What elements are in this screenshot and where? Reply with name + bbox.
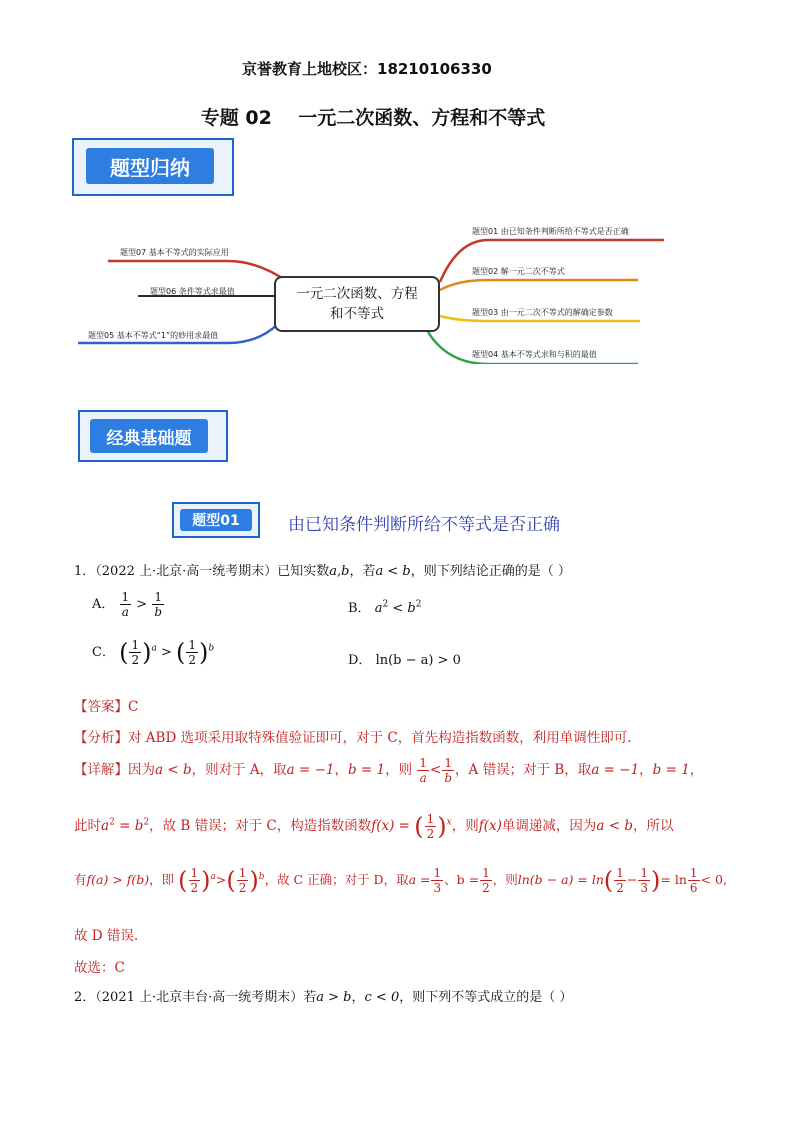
frac-1-over-b: $\frac{1}{b}$ [154, 590, 163, 619]
detail-line-5: 故选：C [74, 960, 125, 976]
section-badge [172, 502, 260, 538]
q1-stem-text-3: ，则下列结论正确的是（ ） [410, 564, 571, 579]
option-b: B． $a^2 < b^2$ [348, 599, 422, 616]
frac-1-over-a: $\frac{1}{a}$ [121, 590, 130, 619]
detail-line-2: 此时$a^2 = b^2$，故 B 错误；对于 C，构造指数函数f(x) = ( $\frac{1}{2}$ )$^x$，则f(x)单调递减，因为a < b，所以 [74, 812, 674, 841]
option-c: C． ( $\frac{1}{2}$ )$^a$ > ( $\frac{1}{2}$ )$^b$ [92, 638, 215, 667]
detail-line-4: 故 D 错误. [74, 928, 139, 944]
mind-map-item-t02: 题型02 解一元二次不等式 [472, 267, 565, 276]
q1-stem-text-2: ，若 [349, 564, 376, 579]
mind-map-center-line1: 一元二次函数、方程 [296, 286, 418, 302]
page-title: 专题 02 一元二次函数、方程和不等式 [200, 107, 546, 129]
detail-line-3: 有f(a) > f(b)，即 ( $\frac{1}{2}$ )$^a$>( $\frac{1}{2}$ )$^b$，故 C 正确；对于 D，取a = $\frac{1}{3}$ 、b = $\frac{1}{2}$ ，则ln(b − a) = ln( $\frac{1}{2}$ − $\frac{1}{3}$ )= ln $\frac{1}{6}$ < 0, [74, 866, 727, 895]
banner-classic-basics-label: 经典基础题 [90, 419, 208, 453]
q1-cond: a < b [375, 564, 411, 579]
mind-map-center-line2: 和不等式 [330, 306, 384, 322]
q1-stem-text: 1．（2022 上·北京·高一统考期末）已知实数 [74, 564, 330, 579]
mind-map-item-t03: 题型03 由一元二次不等式的解确定参数 [472, 308, 613, 317]
analysis: 【分析】对 ABD 选项采用取特殊值验证即可，对于 C，首先构造指数函数，利用单调性即可. [74, 730, 632, 746]
mind-map-item-t06: 题型06 条件等式求最值 [150, 287, 235, 296]
question-2-stem: 2．（2021 上·北京丰台·高一统考期末）若a > b，c < 0，则下列不等式成立的是（ ） [74, 990, 573, 1005]
option-d-text: ln(b − a) > 0 [375, 653, 461, 668]
option-a: A． $\frac{1}{a}$ > $\frac{1}{b}$ [92, 590, 163, 619]
mind-map-center [274, 276, 440, 332]
section-badge-label: 题型01 [180, 509, 252, 531]
banner-classic-basics [78, 410, 228, 462]
mind-map [78, 206, 670, 364]
question-1-stem [74, 560, 571, 579]
mind-map-item-t01: 题型01 由已知条件判断所给不等式是否正确 [472, 227, 629, 236]
banner-question-types [72, 138, 234, 196]
mind-map-item-t07: 题型07 基本不等式的实际应用 [120, 248, 229, 257]
option-b-label: B． [348, 601, 371, 616]
page-header: 京誉教育上地校区：18210106330 [242, 60, 492, 78]
banner-question-types-label: 题型归纳 [86, 148, 214, 184]
option-d-label: D． [348, 653, 372, 668]
option-d [348, 649, 461, 668]
option-c-label: C． [92, 645, 115, 660]
answer: 【答案】C [74, 699, 139, 715]
section-heading: 由已知条件判断所给不等式是否正确 [288, 515, 560, 535]
mind-map-item-t05: 题型05 基本不等式“1”的妙用求最值 [88, 331, 219, 340]
mind-map-item-t04: 题型04 基本不等式求和与积的最值 [472, 350, 597, 359]
option-a-label: A． [92, 597, 115, 612]
q1-vars: a,b [329, 564, 350, 579]
detail-line-1: 【详解】因为a < b，则对于 A，取a = −1，b = 1，则 $\frac{1}{a}$ < $\frac{1}{b}$ ，A 错误；对于 B，取a = −1，b = 1， [74, 756, 704, 785]
